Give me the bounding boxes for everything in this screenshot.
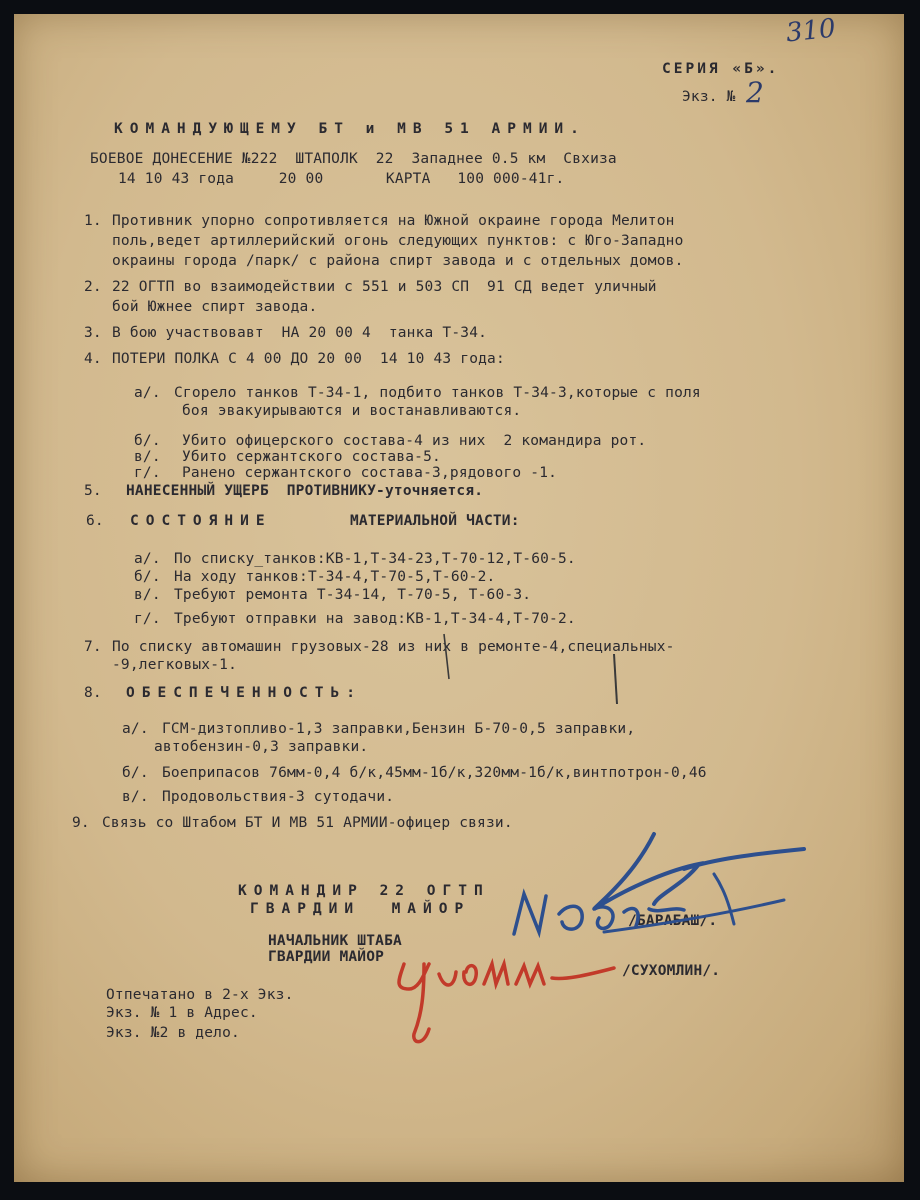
footer-line: Экз. №2 в дело. bbox=[106, 1025, 240, 1041]
subitem-letter: г/. bbox=[134, 465, 161, 481]
commander-title: КОМАНДИР 22 ОГТП bbox=[238, 883, 490, 899]
subitem-letter: б/. bbox=[134, 433, 161, 449]
commander-name: /БАРАБАШ/. bbox=[628, 913, 718, 929]
series-label: СЕРИЯ «Б». bbox=[662, 61, 780, 77]
copy-label: Экз. № bbox=[682, 89, 736, 105]
item-number: 2. bbox=[84, 279, 102, 295]
subitem-line: Ранено сержантского состава-3,рядового -1. bbox=[182, 465, 558, 481]
archive-number: 310 bbox=[784, 13, 838, 49]
item-number: 1. bbox=[84, 213, 102, 229]
footer-line: Экз. № 1 в Адрес. bbox=[106, 1005, 258, 1021]
chief-title: НАЧАЛЬНИК ШТАБА bbox=[268, 933, 402, 949]
chief-name: /СУХОМЛИН/. bbox=[622, 963, 721, 979]
subitem-line: Сгорело танков Т-34-1, подбито танков Т-34-3,которые с поля bbox=[174, 385, 701, 401]
item-line: Связь со Штабом БТ И МВ 51 АРМИИ-офицер связи. bbox=[102, 815, 513, 831]
subitem-line: На ходу танков:Т-34-4,Т-70-5,Т-60-2. bbox=[174, 569, 496, 585]
subitem-line: Требуют ремонта Т-34-14, Т-70-5, Т-60-3. bbox=[174, 587, 532, 603]
item-line: В бою участвовавт НА 20 00 4 танка Т-34. bbox=[112, 325, 488, 341]
commander-rank: ГВАРДИИ МАЙОР bbox=[250, 901, 471, 917]
item-number: 5. bbox=[84, 483, 102, 499]
subitem-line: Боеприпасов 76мм-0,4 б/к,45мм-1б/к,320мм-1б/к,винтпотрон-0,46 bbox=[162, 765, 707, 781]
report-line-1: БОЕВОЕ ДОНЕСЕНИЕ №222 ШТАПОЛК 22 Западнее 0.5 км Свхиза bbox=[90, 151, 617, 167]
pencil-marks bbox=[54, 514, 654, 714]
commander-signature bbox=[484, 814, 844, 954]
report-line-2: 14 10 43 года 20 00 КАРТА 100 000-41г. bbox=[118, 171, 565, 187]
item-number: 3. bbox=[84, 325, 102, 341]
subitem-letter: а/. bbox=[134, 551, 161, 567]
subitem-letter: б/. bbox=[122, 765, 149, 781]
section-title: ОБЕСПЕЧЕННОСТЬ: bbox=[126, 685, 362, 701]
addressee: КОМАНДУЮЩЕМУ БТ и МВ 51 АРМИИ. bbox=[114, 121, 586, 137]
item-line: ПОТЕРИ ПОЛКА С 4 00 ДО 20 00 14 10 43 года: bbox=[112, 351, 505, 367]
chief-signature bbox=[384, 934, 634, 1054]
item-line: поль,ведет артиллерийский огонь следующих пунктов: с Юго-Западно bbox=[112, 233, 684, 249]
subitem-line: ГСМ-дизтопливо-1,3 заправки,Бензин Б-70-0,5 заправки, bbox=[162, 721, 636, 737]
copy-number: 2 bbox=[746, 76, 764, 109]
item-line: 22 ОГТП во взаимодействии с 551 и 503 СП 91 СД ведет уличный bbox=[112, 279, 657, 295]
subitem-letter: г/. bbox=[134, 611, 161, 627]
footer-line: Отпечатано в 2-х Экз. bbox=[106, 987, 294, 1003]
subitem-letter: в/. bbox=[134, 587, 161, 603]
item-number: 7. bbox=[84, 639, 102, 655]
subitem-letter: в/. bbox=[122, 789, 149, 805]
section-title-rest: МАТЕРИАЛЬНОЙ ЧАСТИ: bbox=[350, 513, 520, 529]
subitem-line: Требуют отправки на завод:КВ-1,Т-34-4,Т-70-2. bbox=[174, 611, 576, 627]
item-line: По списку автомашин грузовых-28 из них в ремонте-4,специальных- bbox=[112, 639, 675, 655]
subitem-line: боя эвакуирываются и востанавливаются. bbox=[182, 403, 522, 419]
subitem-letter: б/. bbox=[134, 569, 161, 585]
item-number: 9. bbox=[72, 815, 90, 831]
item-line: окраины города /парк/ с района спирт завода и с отдельных домов. bbox=[112, 253, 684, 269]
item-number: 6. bbox=[86, 513, 104, 529]
item-line: Противник упорно сопротивляется на Южной окраине города Мелитон bbox=[112, 213, 675, 229]
subitem-letter: а/. bbox=[134, 385, 161, 401]
subitem-line: По списку_танков:КВ-1,Т-34-23,Т-70-12,Т-60-5. bbox=[174, 551, 576, 567]
subitem-line: автобензин-0,3 заправки. bbox=[154, 739, 369, 755]
item-line: бой Южнее спирт завода. bbox=[112, 299, 318, 315]
item-line: -9,легковых-1. bbox=[112, 657, 238, 673]
section-title: СОСТОЯНИЕ bbox=[130, 513, 272, 529]
subitem-line: Убито офицерского состава-4 из них 2 командира рот. bbox=[182, 433, 647, 449]
item-line: НАНЕСЕННЫЙ УЩЕРБ ПРОТИВНИКУ-уточняется. bbox=[126, 483, 484, 499]
subitem-line: Убито сержантского состава-5. bbox=[182, 449, 441, 465]
item-number: 4. bbox=[84, 351, 102, 367]
chief-rank: ГВАРДИИ МАЙОР bbox=[268, 949, 385, 965]
subitem-line: Продовольствия-3 сутодачи. bbox=[162, 789, 395, 805]
item-number: 8. bbox=[84, 685, 102, 701]
subitem-letter: а/. bbox=[122, 721, 149, 737]
subitem-letter: в/. bbox=[134, 449, 161, 465]
document-page bbox=[14, 14, 904, 1182]
